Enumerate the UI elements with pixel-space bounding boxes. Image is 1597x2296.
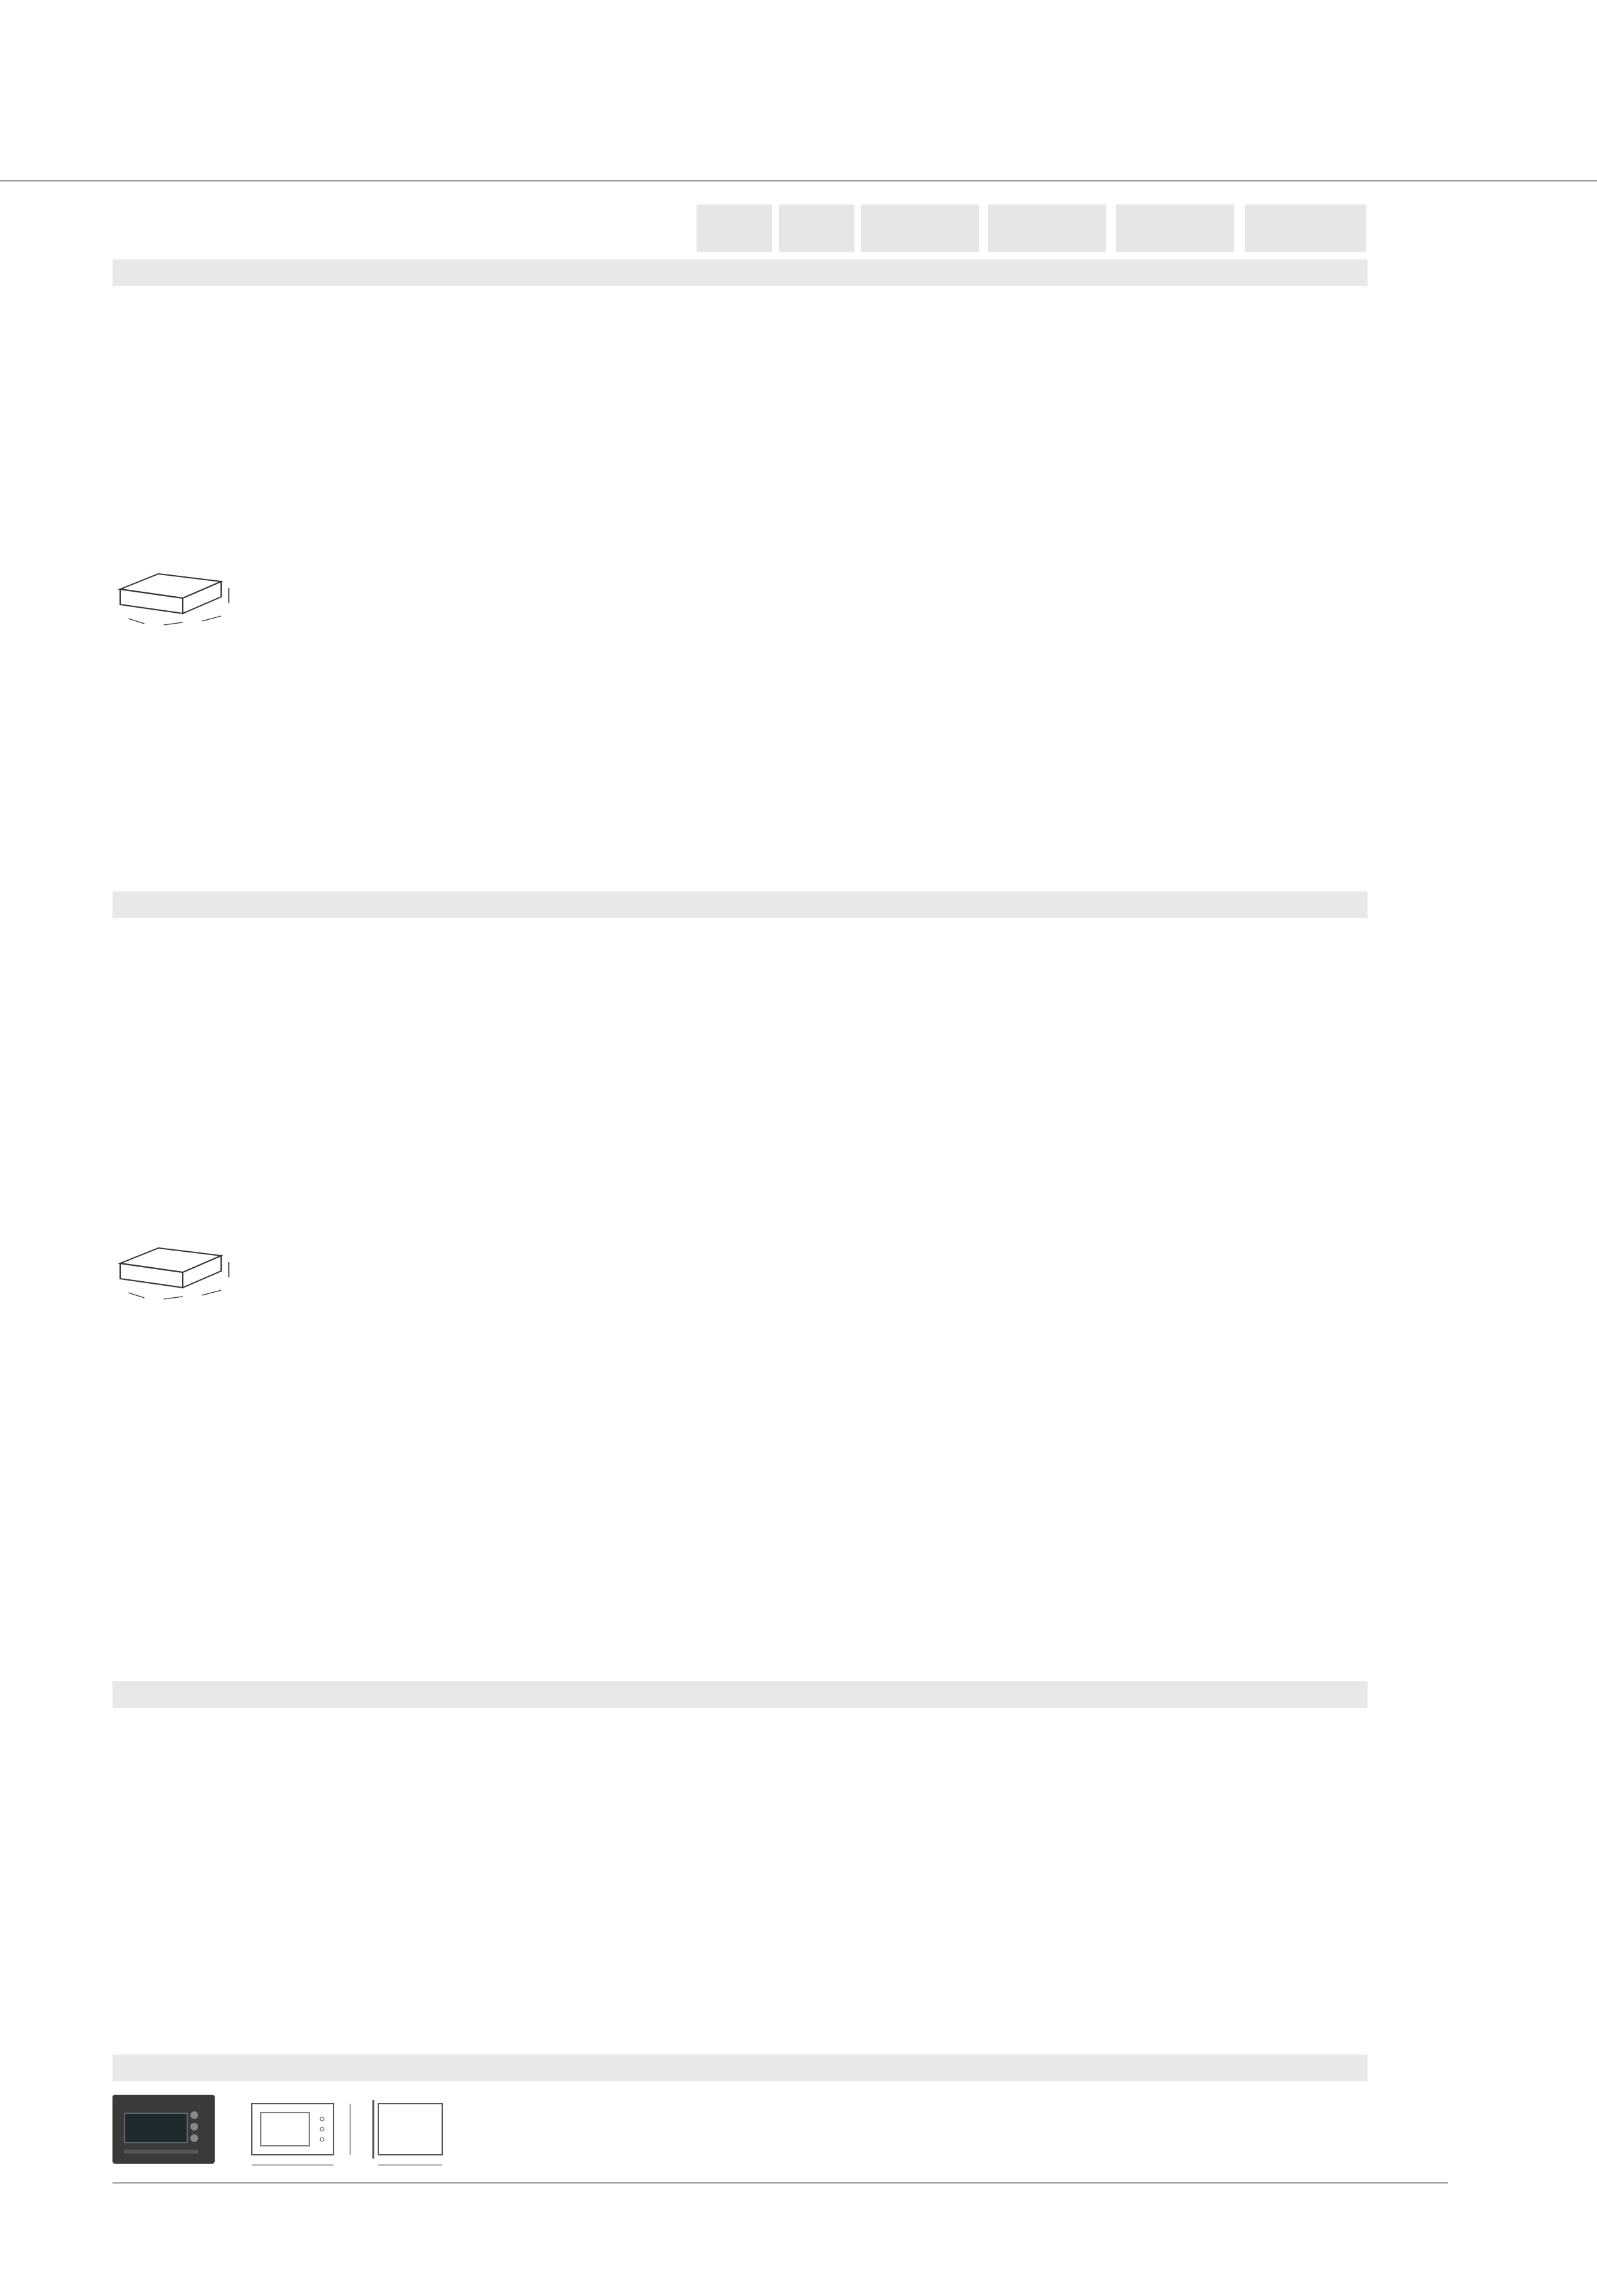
product-box-sketch [112,562,234,633]
section-title-rgb [112,2054,1368,2081]
rgb-device-photo [112,2095,215,2164]
section-title-24v [112,259,1368,286]
column-header-input [861,204,979,252]
column-header-led-max [1116,204,1234,252]
rgb-description [474,2086,729,2091]
column-header-output [988,204,1106,252]
rgb-dimension-drawing [242,2095,465,2174]
column-header-ip [779,204,854,252]
header-divider [0,180,1597,181]
section-title-12v [112,891,1368,918]
column-header-watt [697,204,772,252]
footer-divider [112,2182,1448,2184]
product-box-sketch [112,1237,234,1307]
column-header-code [1245,204,1366,252]
section-title-emergency [112,1681,1368,1708]
